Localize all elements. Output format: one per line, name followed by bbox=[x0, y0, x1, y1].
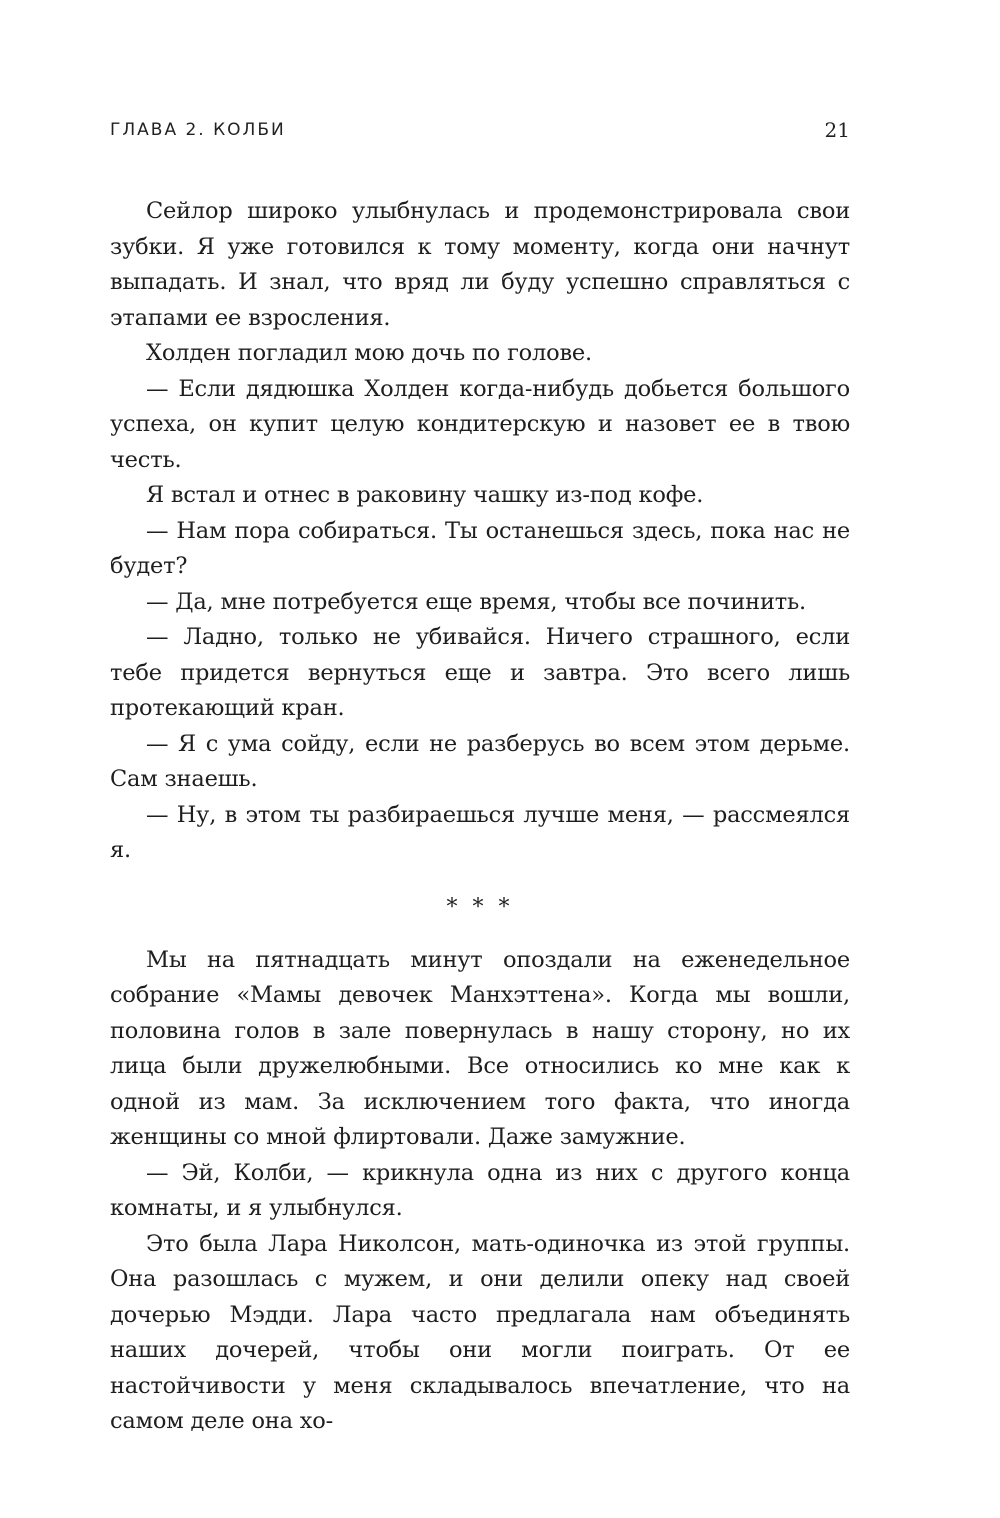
paragraph: Сейлор широко улыбнулась и продемонстрировала свои зубки. Я уже готовился к тому моменту, когда они начнут выпадать. И знал, что вряд ли буду успешно справляться с этапами ее взросления. bbox=[110, 198, 850, 331]
paragraph: — Я с ума сойду, если не разберусь во всем этом дерьме. Сам знаешь. bbox=[110, 730, 850, 792]
page-number: 21 bbox=[824, 118, 850, 142]
paragraph: — Если дядюшка Холден когда-нибудь добьется большого успеха, он купит целую кондитерскую и назовет ее в твою честь. bbox=[110, 375, 850, 473]
paragraph: — Ладно, только не убивайся. Ничего страшного, если тебе придется вернуться еще и завтра. Это всего лишь протекающий кран. bbox=[110, 624, 850, 721]
paragraph: Мы на пятнадцать минут опоздали на еженедельное собрание «Мамы девочек Манхэттена». Когда мы вошли, половина голов в зале повернулась в нашу сторону, но их лица были дружелюбными. Все относились ко мне как к одной из мам. За исключением того факта, что иногда женщины со мной флиртовали. Даже замужние. bbox=[110, 946, 850, 1150]
paragraph: Я встал и отнес в раковину чашку из-под кофе. bbox=[146, 482, 704, 508]
chapter-title: ГЛАВА 2. КОЛБИ bbox=[110, 120, 286, 140]
body-text bbox=[110, 194, 850, 1440]
paragraph: — Да, мне потребуется еще время, чтобы все починить. bbox=[146, 588, 806, 615]
paragraph: — Ну, в этом ты разбираешься лучше меня, — рассмеялся я. bbox=[110, 801, 850, 863]
paragraph: Это была Лара Николсон, мать-одиночка из этой группы. Она разошлась с мужем, и они делили опеку над своей дочерью Мэдди. Лара часто предлагала нам объединять наших дочерей, чтобы они могли поиграть. От ее настойчивости у меня складывалось впечатление, что на самом деле она хо- bbox=[110, 1230, 850, 1434]
scene-break: * * * bbox=[446, 894, 514, 920]
paragraph: — Эй, Колби, — крикнула одна из них с другого конца комнаты, и я улыбнулся. bbox=[110, 1159, 850, 1221]
running-head bbox=[110, 118, 850, 146]
paragraph: Холден погладил мою дочь по голове. bbox=[146, 340, 592, 366]
paragraph: — Нам пора собираться. Ты останешься здесь, пока нас не будет? bbox=[110, 517, 850, 579]
